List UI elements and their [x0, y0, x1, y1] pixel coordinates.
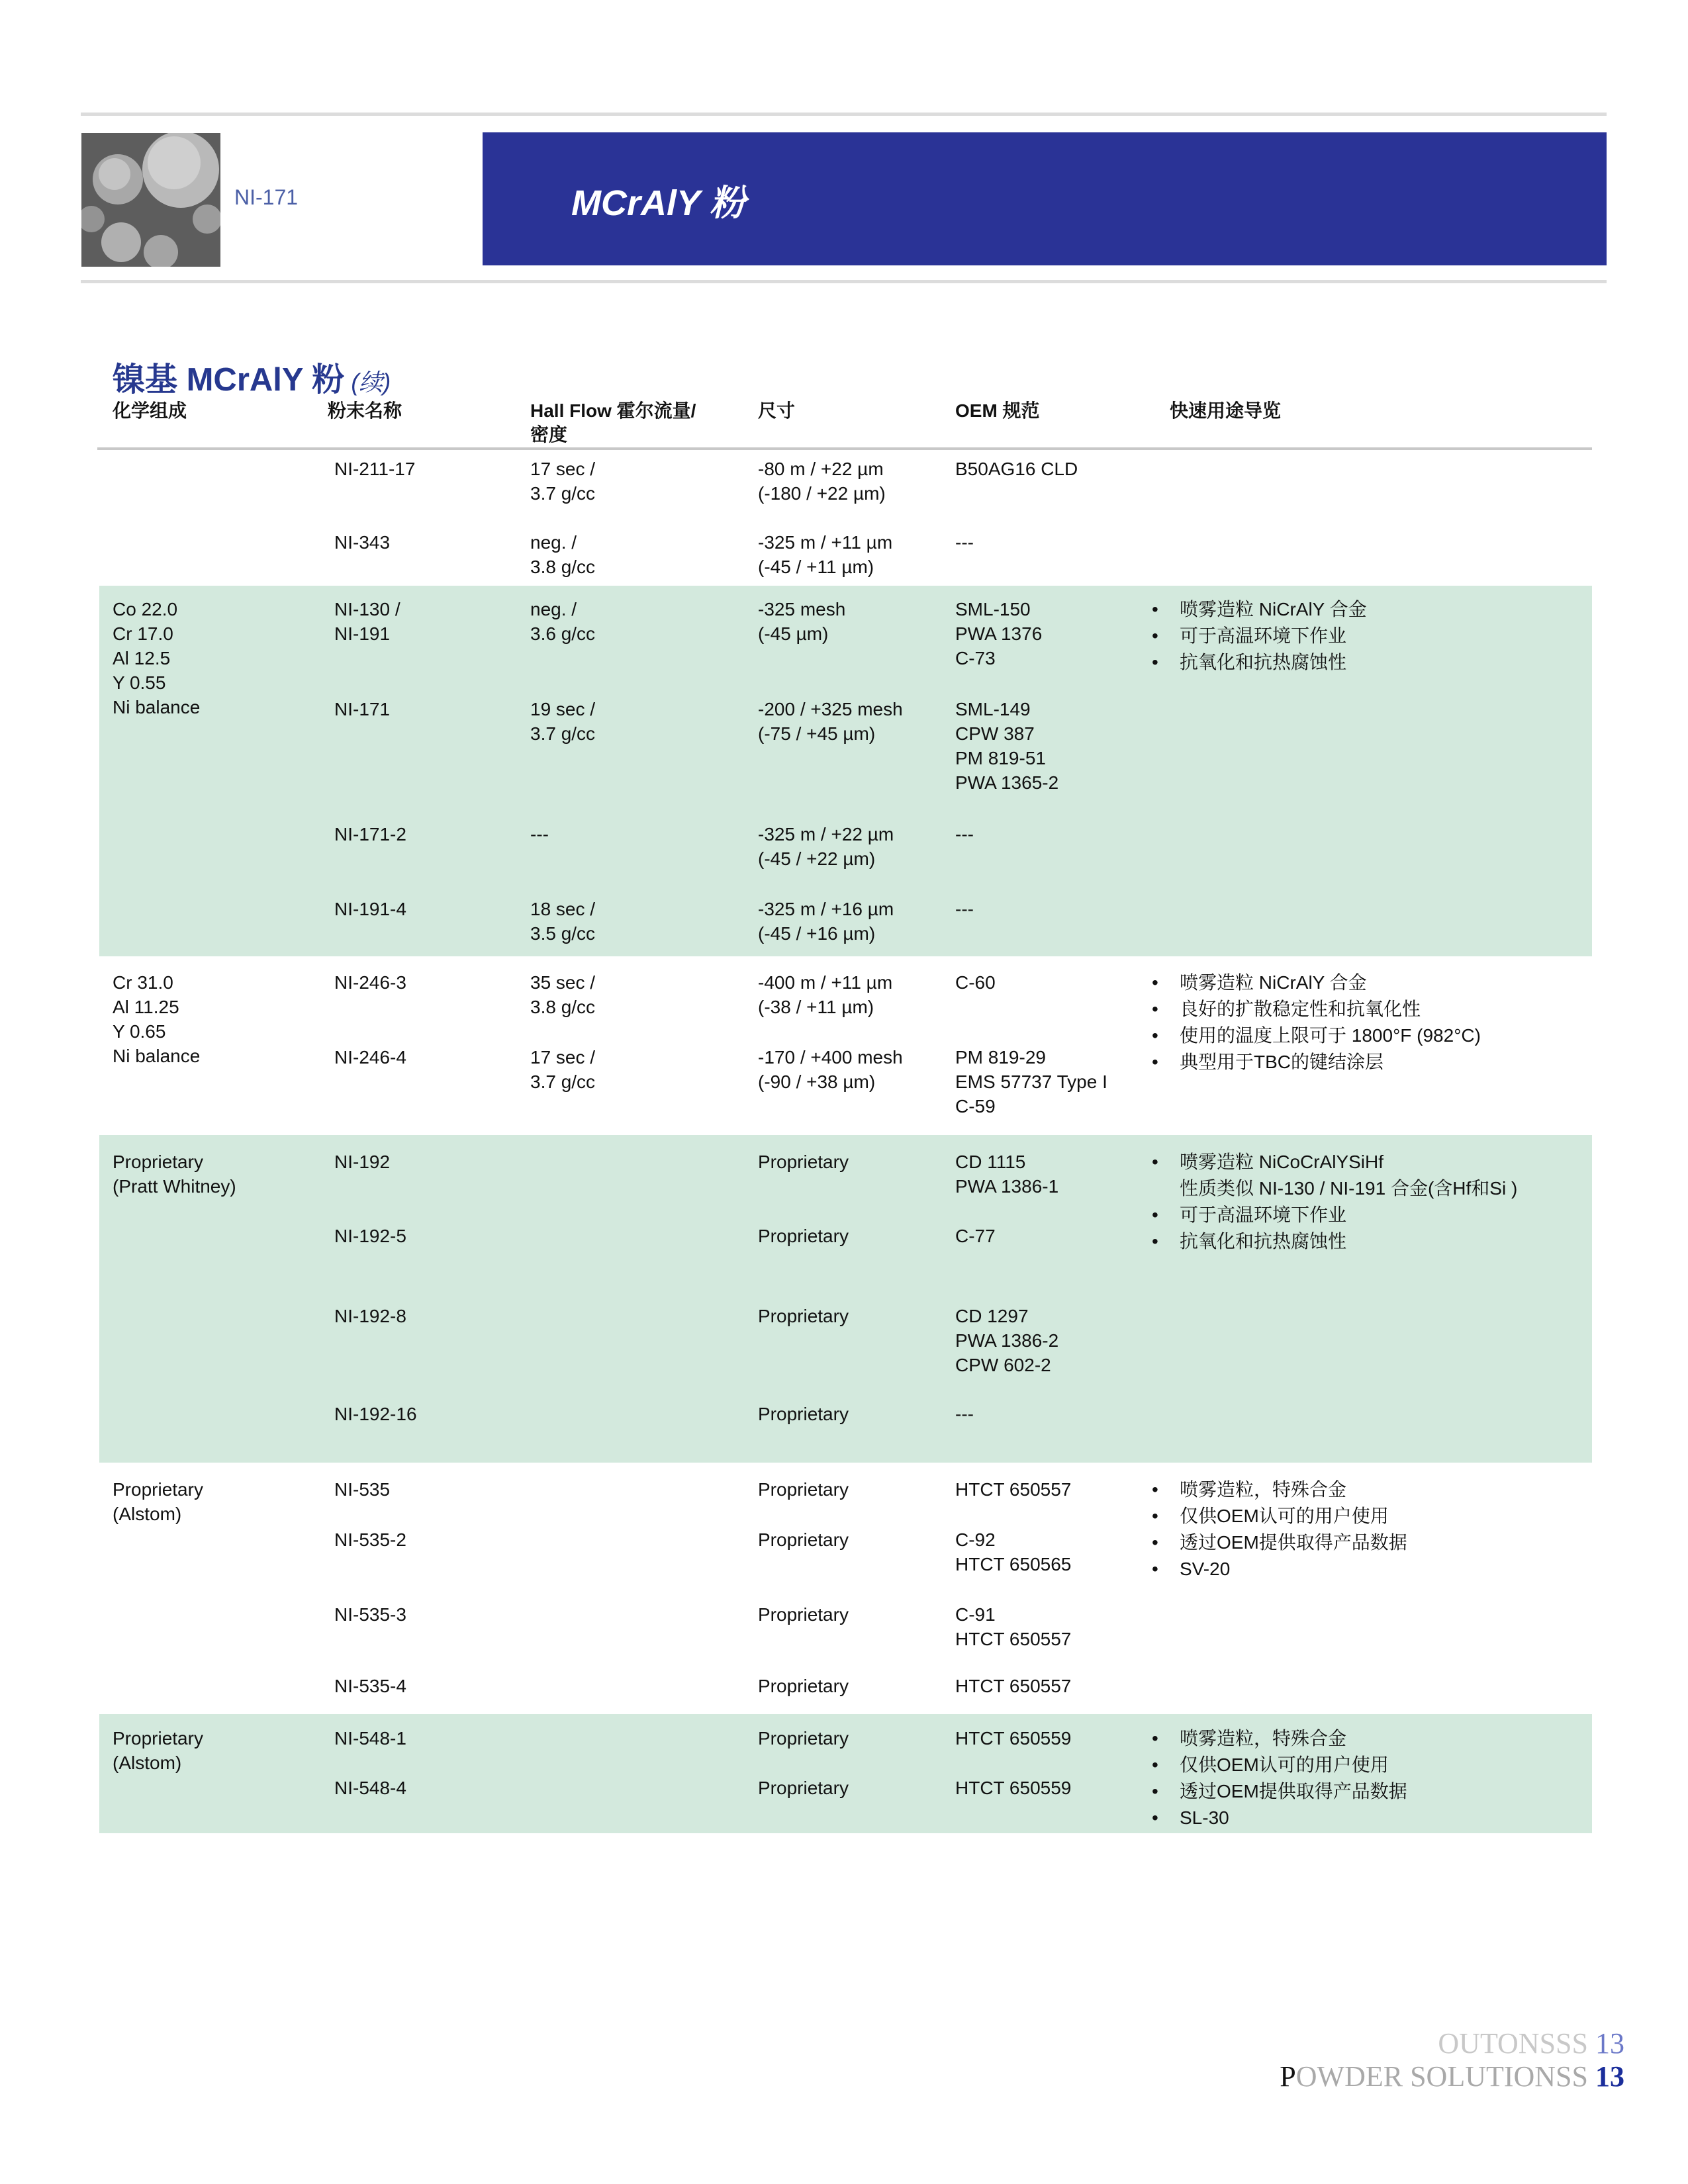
oem-spec-cell	[955, 530, 974, 555]
oem-spec-cell	[955, 1776, 1071, 1800]
composition-cell-line: Al 11.25	[113, 997, 179, 1017]
hall-flow-cell	[530, 697, 595, 746]
powder-name-cell-line: NI-246-3	[334, 972, 406, 993]
oem-spec-cell-line: CD 1297	[955, 1306, 1029, 1326]
oem-spec-cell-line: HTCT 650559	[955, 1728, 1072, 1749]
size-cell	[758, 1045, 903, 1094]
hall-flow-cell-line: neg. /	[530, 599, 577, 619]
column-header-size: 尺寸	[758, 400, 796, 421]
composition-cell-line: Y 0.55	[113, 672, 166, 693]
quick-guide-item: • 透过OEM提供取得产品数据	[1152, 1779, 1407, 1805]
powder-name-cell	[334, 1045, 406, 1069]
composition-cell	[113, 1477, 203, 1526]
hall-flow-cell	[530, 897, 595, 946]
size-cell-line: -325 m / +22 µm	[758, 824, 894, 844]
powder-name-cell	[334, 1402, 417, 1426]
powder-name-cell	[334, 1477, 390, 1502]
oem-spec-cell-line: C-92	[955, 1529, 996, 1550]
composition-cell-line: Proprietary	[113, 1728, 203, 1749]
composition-cell-line: Ni balance	[113, 697, 201, 717]
title-banner	[483, 132, 1607, 265]
size-cell	[758, 457, 886, 506]
powder-name-cell-line: NI-535	[334, 1479, 391, 1500]
size-cell-line: Proprietary	[758, 1778, 849, 1798]
powder-name-cell	[334, 1150, 390, 1174]
column-header-quick-guide: 快速用途导览	[1170, 400, 1282, 421]
powder-name-cell	[334, 1602, 406, 1627]
hall-flow-cell-line: neg. /	[530, 532, 577, 553]
oem-spec-cell	[955, 597, 1042, 670]
footer-line-1-text: OUTONSSS	[1438, 2027, 1588, 2060]
hall-flow-cell-line: 3.7 g/cc	[530, 483, 596, 504]
oem-spec-cell-line: SML-150	[955, 599, 1031, 619]
size-cell-line: Proprietary	[758, 1479, 849, 1500]
oem-spec-cell-line: HTCT 650557	[955, 1676, 1072, 1696]
size-cell-line: (-180 / +22 µm)	[758, 483, 886, 504]
size-cell	[758, 822, 894, 871]
size-cell-line: (-45 µm)	[758, 623, 829, 644]
size-cell-line: Proprietary	[758, 1676, 849, 1696]
size-cell	[758, 1602, 849, 1627]
size-cell-line: -325 m / +16 µm	[758, 899, 894, 919]
size-cell	[758, 1776, 849, 1800]
powder-name-cell	[334, 897, 406, 921]
hall-flow-cell	[530, 530, 595, 579]
page-number: 13	[1595, 2060, 1624, 2093]
quick-guide-item: • 抗氧化和抗热腐蚀性	[1152, 650, 1367, 676]
oem-spec-cell-line: CPW 387	[955, 723, 1035, 744]
size-cell-line: -400 m / +11 µm	[758, 972, 893, 993]
powder-name-cell-line: NI-535-4	[334, 1676, 406, 1696]
quick-guide-item: • 喷雾造粒，特殊合金	[1152, 1726, 1407, 1752]
oem-spec-cell	[955, 970, 996, 995]
oem-spec-cell	[955, 1726, 1071, 1751]
powder-name-cell-line: NI-192-16	[334, 1404, 417, 1424]
oem-spec-cell-line: CD 1115	[955, 1152, 1026, 1172]
size-cell-line: Proprietary	[758, 1604, 849, 1625]
composition-cell-line: (Alstom)	[113, 1504, 182, 1524]
size-cell	[758, 1304, 849, 1328]
quick-guide-item: • 抗氧化和抗热腐蚀性	[1152, 1229, 1517, 1255]
oem-spec-cell	[955, 897, 974, 921]
oem-spec-cell	[955, 1602, 1071, 1651]
footer-line-2-initial: P	[1280, 2060, 1296, 2093]
quick-guide-item: • 可于高温环境下作业	[1152, 1203, 1517, 1229]
oem-spec-cell-line: ---	[955, 899, 974, 919]
powder-name-cell	[334, 1674, 406, 1698]
hall-flow-cell-line: 3.6 g/cc	[530, 623, 596, 644]
oem-spec-cell-line: C-91	[955, 1604, 996, 1625]
hall-flow-cell-line: 35 sec /	[530, 972, 596, 993]
size-cell-line: (-90 / +38 µm)	[758, 1071, 876, 1092]
size-cell-line: (-75 / +45 µm)	[758, 723, 876, 744]
composition-cell	[113, 970, 200, 1068]
oem-spec-cell-line: CPW 602-2	[955, 1355, 1051, 1375]
table-header-rule	[97, 447, 1592, 450]
oem-spec-cell	[955, 1150, 1058, 1199]
oem-spec-cell	[955, 822, 974, 846]
composition-cell-line: Y 0.65	[113, 1021, 166, 1042]
oem-spec-cell-line: HTCT 650559	[955, 1778, 1072, 1798]
composition-cell-line: Al 12.5	[113, 648, 171, 668]
size-cell	[758, 597, 845, 646]
hall-flow-cell-line: 19 sec /	[530, 699, 596, 719]
size-cell	[758, 1150, 849, 1174]
oem-spec-cell-line: PM 819-51	[955, 748, 1046, 768]
oem-spec-cell-line: PM 819-29	[955, 1047, 1046, 1068]
oem-spec-cell	[955, 1477, 1071, 1502]
size-cell	[758, 897, 894, 946]
quick-guide-list	[1152, 1477, 1407, 1583]
composition-cell-line: Cr 17.0	[113, 623, 173, 644]
column-header-hall-flow	[530, 399, 696, 447]
oem-spec-cell-line: HTCT 650565	[955, 1554, 1072, 1574]
powder-name-cell-line: NI-246-4	[334, 1047, 406, 1068]
oem-spec-cell-line: ---	[955, 824, 974, 844]
section-continued-label: (续)	[351, 369, 391, 396]
hall-flow-cell-line: 18 sec /	[530, 899, 596, 919]
quick-guide-item: • 喷雾造粒 NiCrAlY 合金	[1152, 970, 1481, 997]
powder-name-cell-line: NI-343	[334, 532, 391, 553]
oem-spec-cell-line: PWA 1386-2	[955, 1330, 1059, 1351]
header-bottom-rule	[81, 280, 1607, 283]
oem-spec-cell	[955, 1224, 996, 1248]
size-cell	[758, 1402, 849, 1426]
quick-guide-item: • 仅供OEM认可的用户使用	[1152, 1504, 1407, 1530]
quick-guide-item: • 透过OEM提供取得产品数据	[1152, 1530, 1407, 1557]
quick-guide-item: • 喷雾造粒 NiCoCrAlYSiHf	[1152, 1150, 1517, 1176]
hall-flow-cell-line: 17 sec /	[530, 459, 596, 479]
powder-name-cell	[334, 1224, 406, 1248]
oem-spec-cell-line: PWA 1365-2	[955, 772, 1059, 793]
powder-name-cell	[334, 970, 406, 995]
powder-name-cell-line: NI-191	[334, 623, 391, 644]
oem-spec-cell	[955, 697, 1058, 795]
hall-flow-cell	[530, 1045, 595, 1094]
oem-spec-cell	[955, 457, 1078, 481]
quick-guide-item: • 典型用于TBC的键结涂层	[1152, 1050, 1481, 1076]
oem-spec-cell-line: HTCT 650557	[955, 1479, 1072, 1500]
size-cell-line: -170 / +400 mesh	[758, 1047, 903, 1068]
composition-cell-line: Co 22.0	[113, 599, 178, 619]
column-header-hall-flow-line1: Hall Flow 霍尔流量/	[530, 400, 696, 421]
quick-guide-list	[1152, 1150, 1517, 1255]
powder-name-cell-line: NI-548-1	[334, 1728, 406, 1749]
size-cell-line: Proprietary	[758, 1529, 849, 1550]
powder-name-cell	[334, 1527, 406, 1552]
powder-name-cell-line: NI-192	[334, 1152, 391, 1172]
powder-name-cell	[334, 1726, 406, 1751]
powder-name-cell-line: NI-548-4	[334, 1778, 406, 1798]
size-cell	[758, 1527, 849, 1552]
powder-name-cell	[334, 697, 390, 721]
hall-flow-cell-line: 17 sec /	[530, 1047, 596, 1068]
size-cell-line: (-38 / +11 µm)	[758, 997, 874, 1017]
composition-cell-line: Ni balance	[113, 1046, 201, 1066]
composition-cell-line: Proprietary	[113, 1479, 203, 1500]
hall-flow-cell	[530, 822, 549, 846]
hall-flow-cell	[530, 597, 595, 646]
composition-cell	[113, 1150, 236, 1199]
oem-spec-cell	[955, 1045, 1107, 1118]
hall-flow-cell-line: ---	[530, 824, 549, 844]
composition-cell-line: Cr 31.0	[113, 972, 173, 993]
quick-guide-list	[1152, 1726, 1407, 1832]
oem-spec-cell-line: EMS 57737 Type I	[955, 1071, 1107, 1092]
footer-line-2	[1280, 2060, 1624, 2093]
top-rule	[81, 113, 1607, 116]
powder-name-cell-line: NI-191-4	[334, 899, 406, 919]
size-cell	[758, 1224, 849, 1248]
quick-guide-item: 性质类似 NI-130 / NI-191 合金(含Hf和Si )	[1180, 1178, 1518, 1199]
oem-spec-cell	[955, 1527, 1071, 1576]
oem-spec-cell-line: B50AG16 CLD	[955, 459, 1078, 479]
powder-name-cell-line: NI-130 /	[334, 599, 400, 619]
oem-spec-cell-line: C-77	[955, 1226, 996, 1246]
column-header-oem: OEM 规范	[955, 400, 1040, 421]
oem-spec-cell-line: C-59	[955, 1096, 996, 1116]
powder-name-cell	[334, 822, 406, 846]
size-cell-line: -325 m / +11 µm	[758, 532, 893, 553]
oem-spec-cell-line: C-60	[955, 972, 996, 993]
hall-flow-cell-line: 3.7 g/cc	[530, 723, 596, 744]
oem-spec-cell	[955, 1304, 1058, 1377]
hall-flow-cell-line: 3.8 g/cc	[530, 557, 596, 577]
powder-name-cell-line: NI-171-2	[334, 824, 406, 844]
quick-guide-item: • 仅供OEM认可的用户使用	[1152, 1752, 1407, 1779]
powder-micrograph-image	[81, 133, 220, 267]
product-code: NI-171	[234, 185, 299, 209]
composition-cell-line: Proprietary	[113, 1152, 203, 1172]
column-header-hall-flow-line2: 密度	[530, 424, 568, 445]
quick-guide-item: • 可于高温环境下作业	[1152, 623, 1367, 650]
size-cell-line: -80 m / +22 µm	[758, 459, 884, 479]
powder-name-cell-line: NI-211-17	[334, 459, 416, 479]
quick-guide-item: • 使用的温度上限可于 1800°F (982°C)	[1152, 1023, 1481, 1050]
size-cell-line: (-45 / +22 µm)	[758, 848, 876, 869]
size-cell	[758, 1477, 849, 1502]
powder-name-cell	[334, 1304, 406, 1328]
hall-flow-cell	[530, 970, 595, 1019]
size-cell-line: Proprietary	[758, 1226, 849, 1246]
quick-guide-item: • SL-30	[1152, 1805, 1407, 1832]
quick-guide-item: • SV-20	[1152, 1557, 1407, 1583]
powder-name-cell	[334, 1776, 406, 1800]
quick-guide-list	[1152, 597, 1367, 676]
size-cell	[758, 530, 892, 579]
footer-line-1	[1438, 2026, 1624, 2060]
size-cell	[758, 697, 903, 746]
column-header-powder-name: 粉末名称	[328, 400, 402, 421]
quick-guide-item: • 良好的扩散稳定性和抗氧化性	[1152, 997, 1481, 1023]
oem-spec-cell-line: HTCT 650557	[955, 1629, 1072, 1649]
size-cell-line: Proprietary	[758, 1152, 849, 1172]
size-cell-line: Proprietary	[758, 1404, 849, 1424]
quick-guide-item: • 喷雾造粒 NiCrAlY 合金	[1152, 597, 1367, 623]
hall-flow-cell	[530, 457, 595, 506]
size-cell-line: -200 / +325 mesh	[758, 699, 903, 719]
hall-flow-cell-line: 3.5 g/cc	[530, 923, 596, 944]
powder-name-cell	[334, 597, 400, 646]
powder-name-cell-line: NI-171	[334, 699, 391, 719]
oem-spec-cell-line: ---	[955, 1404, 974, 1424]
powder-name-cell-line: NI-535-3	[334, 1604, 406, 1625]
powder-name-cell-line: NI-192-8	[334, 1306, 406, 1326]
oem-spec-cell-line: PWA 1386-1	[955, 1176, 1059, 1197]
hall-flow-cell-line: 3.8 g/cc	[530, 997, 596, 1017]
composition-cell	[113, 597, 200, 719]
section-title	[113, 354, 391, 400]
composition-cell	[113, 1726, 203, 1775]
banner-title: MCrAlY 粉	[571, 183, 746, 223]
quick-guide-list	[1152, 970, 1481, 1076]
section-title-text: 镍基 MCrAlY 粉	[113, 362, 345, 398]
footer-line-2-text: OWDER SOLUTIONSS	[1295, 2060, 1588, 2093]
oem-spec-cell	[955, 1402, 974, 1426]
footer-line-1-page-number: 13	[1595, 2027, 1624, 2060]
oem-spec-cell	[955, 1674, 1071, 1698]
oem-spec-cell-line: ---	[955, 532, 974, 553]
oem-spec-cell-line: PWA 1376	[955, 623, 1043, 644]
composition-cell-line: (Alstom)	[113, 1752, 182, 1773]
size-cell-line: Proprietary	[758, 1728, 849, 1749]
oem-spec-cell-line: C-73	[955, 648, 996, 668]
powder-name-cell-line: NI-192-5	[334, 1226, 406, 1246]
size-cell-line: -325 mesh	[758, 599, 846, 619]
quick-guide-item: • 喷雾造粒，特殊合金	[1152, 1477, 1407, 1504]
oem-spec-cell-line: SML-149	[955, 699, 1031, 719]
size-cell-line: (-45 / +16 µm)	[758, 923, 876, 944]
size-cell	[758, 1726, 849, 1751]
size-cell	[758, 970, 892, 1019]
size-cell-line: (-45 / +11 µm)	[758, 557, 874, 577]
composition-cell-line: (Pratt Whitney)	[113, 1176, 236, 1197]
size-cell	[758, 1674, 849, 1698]
powder-name-cell-line: NI-535-2	[334, 1529, 406, 1550]
column-header-composition: 化学组成	[113, 400, 187, 421]
hall-flow-cell-line: 3.7 g/cc	[530, 1071, 596, 1092]
size-cell-line: Proprietary	[758, 1306, 849, 1326]
powder-name-cell	[334, 457, 415, 481]
powder-name-cell	[334, 530, 390, 555]
